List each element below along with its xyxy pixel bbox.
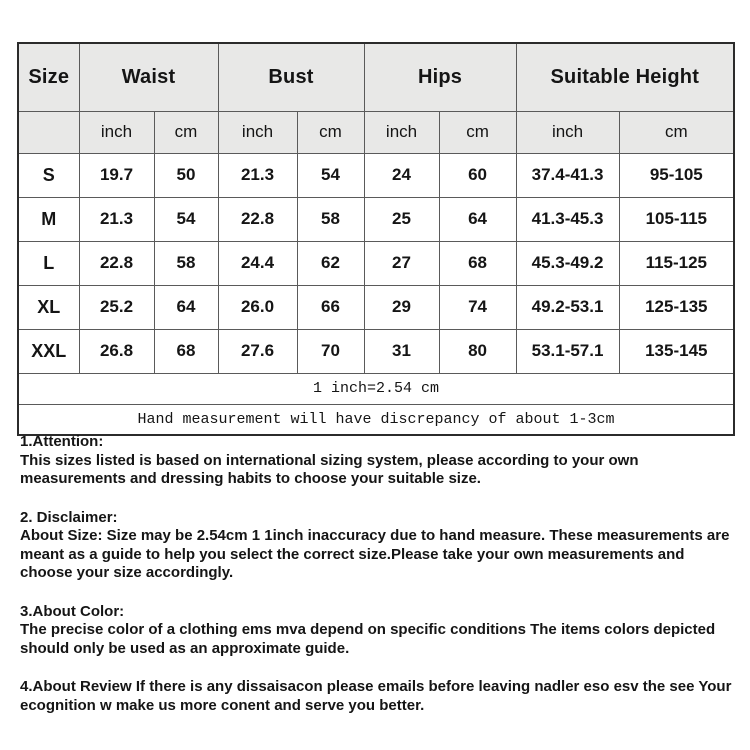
size-label: XL	[18, 285, 79, 329]
measurement-cell: 125-135	[619, 285, 734, 329]
measurement-cell: 19.7	[79, 153, 154, 197]
table-row-m	[18, 197, 734, 241]
measurement-cell: 70	[297, 329, 364, 373]
measurement-cell: 62	[297, 241, 364, 285]
unit-header: cm	[154, 111, 218, 153]
measurement-cell: 24.4	[218, 241, 297, 285]
measurement-cell: 50	[154, 153, 218, 197]
measurement-cell: 37.4-41.3	[516, 153, 619, 197]
note-heading: 4.About Review	[20, 678, 132, 695]
unit-header-empty	[18, 111, 79, 153]
column-header-hips: Hips	[364, 43, 516, 111]
table-row-s	[18, 153, 734, 197]
table-row-xl	[18, 285, 734, 329]
measurement-cell: 25.2	[79, 285, 154, 329]
note-heading: 1.Attention:	[20, 433, 104, 450]
note-attention	[20, 433, 732, 489]
size-label: XXL	[18, 329, 79, 373]
measurement-cell: 24	[364, 153, 439, 197]
measurement-cell: 27	[364, 241, 439, 285]
measurement-cell: 49.2-53.1	[516, 285, 619, 329]
measurement-cell: 64	[154, 285, 218, 329]
unit-header: cm	[619, 111, 734, 153]
note-about-review	[20, 678, 732, 715]
note-body: If there is any dissaisacon please emails before leaving nadler eso esv the see Your ecognition w make us more conent and serve you better.	[20, 678, 732, 714]
note-heading: 2. Disclaimer:	[20, 508, 118, 526]
measurement-cell: 115-125	[619, 241, 734, 285]
note-body: The precise color of a clothing ems mva depend on specific conditions The items colors depicted should only be used as an approximate guide.	[20, 621, 716, 657]
measurement-cell: 54	[154, 197, 218, 241]
measurement-cell: 68	[439, 241, 516, 285]
measurement-cell: 74	[439, 285, 516, 329]
measurement-cell: 27.6	[218, 329, 297, 373]
measurement-note: Hand measurement will have discrepancy of about 1-3cm	[18, 404, 734, 435]
measurement-cell: 29	[364, 285, 439, 329]
measurement-cell: 22.8	[218, 197, 297, 241]
measurement-note-row	[18, 404, 734, 435]
measurement-cell: 105-115	[619, 197, 734, 241]
column-header-bust: Bust	[218, 43, 364, 111]
note-body: About Size: Size may be 2.54cm 1 1inch inaccuracy due to hand measure. These measurements are meant as a guide to help you select the correct size.Please take your own measurements and choose your size accordingly.	[20, 527, 730, 581]
measurement-cell: 80	[439, 329, 516, 373]
column-header-size: Size	[18, 43, 79, 111]
measurement-cell: 66	[297, 285, 364, 329]
note-about-color	[20, 603, 732, 659]
measurement-cell: 45.3-49.2	[516, 241, 619, 285]
column-header-height: Suitable Height	[516, 43, 734, 111]
measurement-cell: 31	[364, 329, 439, 373]
measurement-cell: 54	[297, 153, 364, 197]
size-label: S	[18, 153, 79, 197]
measurement-cell: 135-145	[619, 329, 734, 373]
unit-header: inch	[79, 111, 154, 153]
unit-header: cm	[297, 111, 364, 153]
size-chart-table	[17, 42, 735, 436]
unit-header: inch	[364, 111, 439, 153]
measurement-cell: 21.3	[79, 197, 154, 241]
measurement-cell: 26.0	[218, 285, 297, 329]
column-header-waist: Waist	[79, 43, 218, 111]
column-header-row	[18, 43, 734, 111]
note-heading: 3.About Color:	[20, 602, 125, 620]
measurement-cell: 64	[439, 197, 516, 241]
unit-header: inch	[218, 111, 297, 153]
measurement-cell: 68	[154, 329, 218, 373]
conversion-note: 1 inch=2.54 cm	[18, 373, 734, 404]
notes-section	[20, 433, 732, 735]
table-row-l	[18, 241, 734, 285]
unit-header: cm	[439, 111, 516, 153]
measurement-cell: 58	[154, 241, 218, 285]
measurement-cell: 60	[439, 153, 516, 197]
size-label: L	[18, 241, 79, 285]
measurement-cell: 41.3-45.3	[516, 197, 619, 241]
measurement-cell: 26.8	[79, 329, 154, 373]
measurement-cell: 95-105	[619, 153, 734, 197]
size-label: M	[18, 197, 79, 241]
measurement-cell: 58	[297, 197, 364, 241]
table-row-xxl	[18, 329, 734, 373]
measurement-cell: 25	[364, 197, 439, 241]
measurement-cell: 53.1-57.1	[516, 329, 619, 373]
note-body: This sizes listed is based on international sizing system, please according to your own measurements and dressing habits to choose your suitable size.	[20, 451, 639, 487]
conversion-note-row	[18, 373, 734, 404]
unit-header: inch	[516, 111, 619, 153]
measurement-cell: 22.8	[79, 241, 154, 285]
measurement-cell: 21.3	[218, 153, 297, 197]
note-disclaimer	[20, 509, 732, 583]
unit-header-row	[18, 111, 734, 153]
